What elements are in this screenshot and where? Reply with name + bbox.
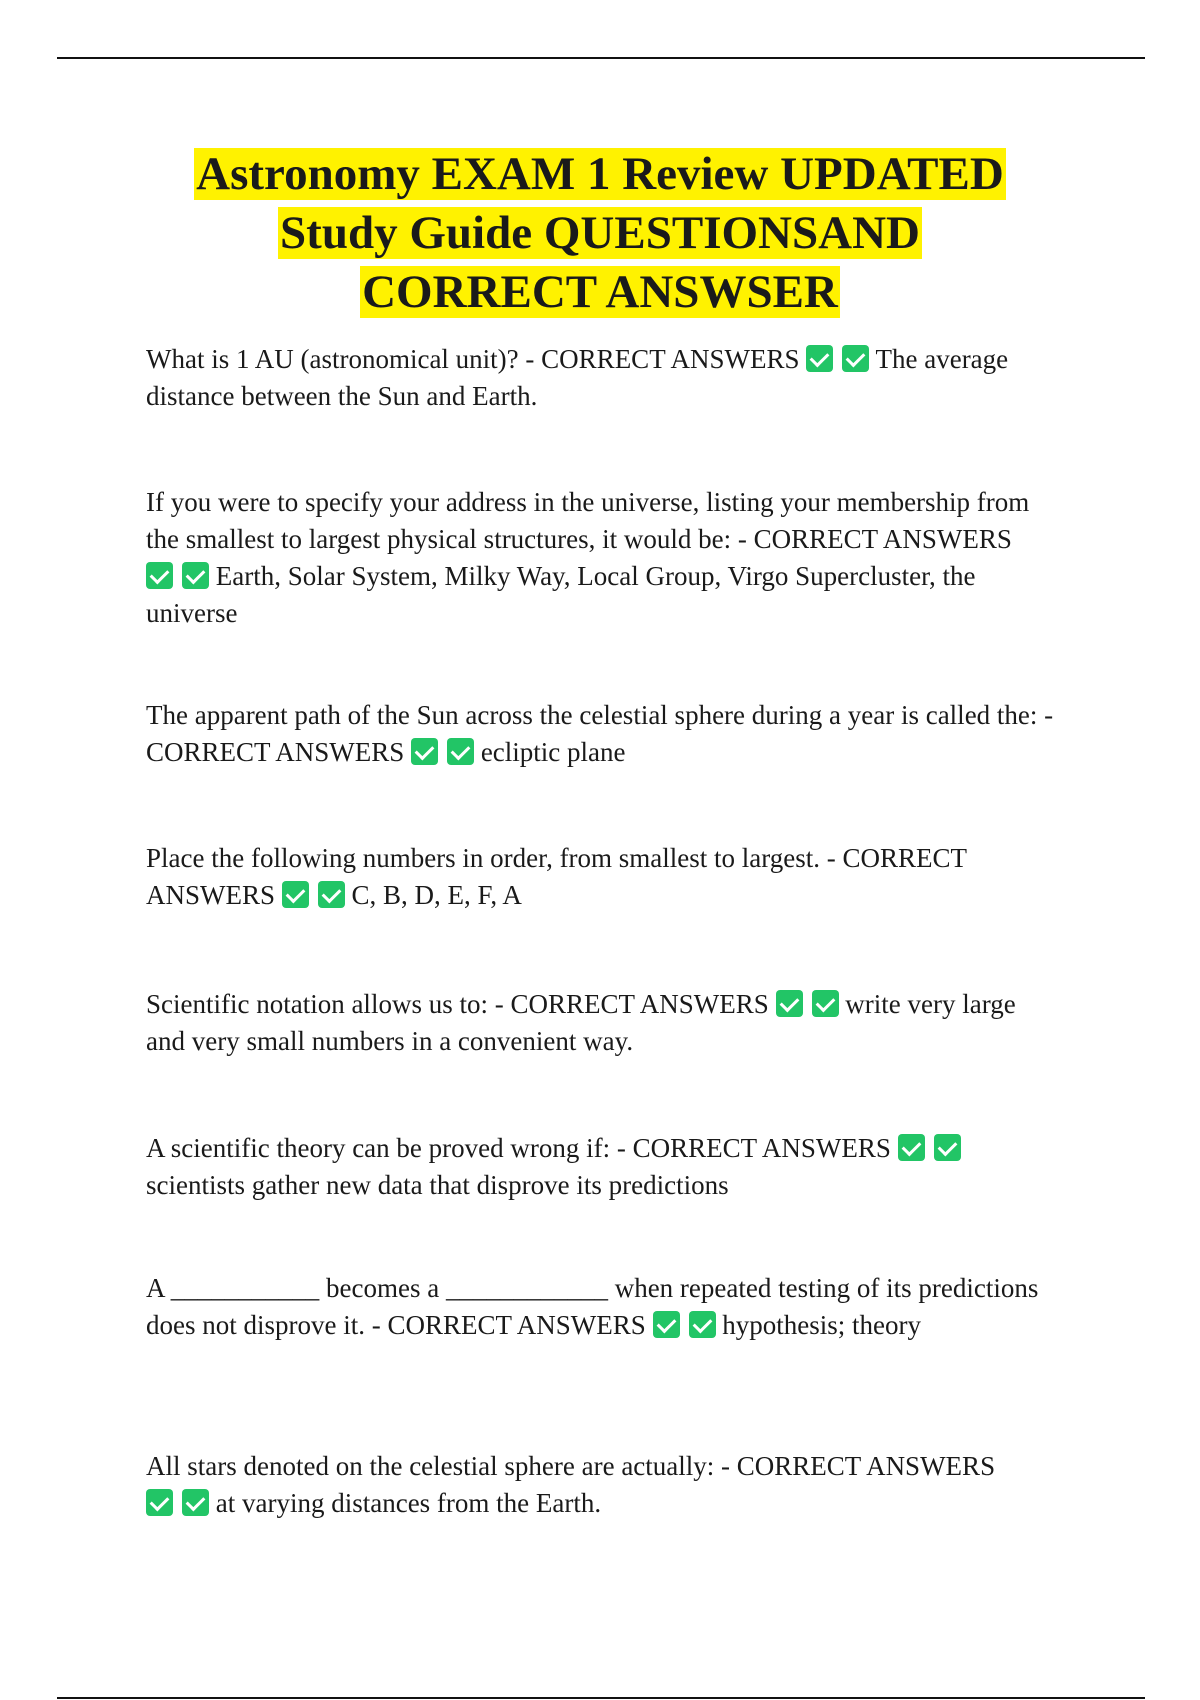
check-mark-icon bbox=[146, 562, 173, 589]
check-mark-icon bbox=[812, 990, 839, 1017]
question-text: Place the following numbers in order, from smallest to largest. bbox=[146, 843, 821, 873]
question-text: The apparent path of the Sun across the celestial sphere during a year is called the: bbox=[146, 700, 1038, 730]
answer-text: C, B, D, E, F, A bbox=[351, 880, 522, 910]
check-mark-icon bbox=[182, 1489, 209, 1516]
answer-marker: - CORRECT ANSWERS bbox=[146, 843, 967, 910]
answer-text: ecliptic plane bbox=[480, 737, 626, 767]
top-rule bbox=[57, 57, 1145, 59]
question-text: All stars denoted on the celestial sphere are actually: bbox=[146, 1451, 715, 1481]
answer-marker: - CORRECT ANSWERS bbox=[737, 524, 1012, 554]
qa-item-8 bbox=[146, 1448, 1056, 1522]
qa-item-4 bbox=[146, 840, 1056, 914]
check-mark-icon bbox=[806, 345, 833, 372]
check-mark-icon bbox=[318, 881, 345, 908]
answer-marker: - CORRECT ANSWERS bbox=[371, 1310, 646, 1340]
question-text: If you were to specify your address in the universe, listing your membership from the smallest to largest physical structures, it would be: bbox=[146, 487, 1030, 554]
bottom-rule bbox=[57, 1697, 1145, 1699]
qa-item-6 bbox=[146, 1130, 1056, 1204]
answer-marker: - CORRECT ANSWERS bbox=[525, 344, 800, 374]
qa-item-2 bbox=[146, 484, 1056, 632]
question-text: A ___________ becomes a ____________ when repeated testing of its predictions does not disprove it. bbox=[146, 1273, 1039, 1340]
qa-item-5 bbox=[146, 986, 1056, 1060]
qa-item-1 bbox=[146, 341, 1056, 415]
answer-marker: - CORRECT ANSWERS bbox=[616, 1133, 891, 1163]
check-mark-icon bbox=[842, 345, 869, 372]
check-mark-icon bbox=[282, 881, 309, 908]
check-mark-icon bbox=[898, 1134, 925, 1161]
document-title bbox=[60, 145, 1140, 322]
check-mark-icon bbox=[182, 562, 209, 589]
question-text: What is 1 AU (astronomical unit)? bbox=[146, 344, 519, 374]
answer-text: scientists gather new data that disprove its predictions bbox=[146, 1170, 729, 1200]
title-line-3: CORRECT ANSWSER bbox=[362, 266, 838, 318]
check-mark-icon bbox=[447, 738, 474, 765]
check-mark-icon bbox=[776, 990, 803, 1017]
check-mark-icon bbox=[653, 1311, 680, 1338]
qa-item-3 bbox=[146, 697, 1056, 771]
check-mark-icon bbox=[934, 1134, 961, 1161]
question-text: Scientific notation allows us to: bbox=[146, 989, 488, 1019]
question-text: A scientific theory can be proved wrong if: bbox=[146, 1133, 611, 1163]
answer-marker: - CORRECT ANSWERS bbox=[494, 989, 769, 1019]
check-mark-icon bbox=[146, 1489, 173, 1516]
answer-text: write very large and very small numbers in a convenient way. bbox=[146, 989, 1016, 1056]
answer-text: Earth, Solar System, Milky Way, Local Group, Virgo Supercluster, the universe bbox=[146, 561, 976, 628]
answer-text: The average distance between the Sun and Earth. bbox=[146, 344, 1009, 411]
check-mark-icon bbox=[689, 1311, 716, 1338]
answer-text: hypothesis; theory bbox=[722, 1310, 922, 1340]
title-line-1: Astronomy EXAM 1 Review UPDATED bbox=[196, 148, 1004, 200]
title-line-2: Study Guide QUESTIONSAND bbox=[280, 207, 920, 259]
answer-marker: - CORRECT ANSWERS bbox=[146, 700, 1054, 767]
answer-text: at varying distances from the Earth. bbox=[215, 1488, 602, 1518]
answer-marker: - CORRECT ANSWERS bbox=[721, 1451, 996, 1481]
qa-item-7 bbox=[146, 1270, 1056, 1344]
check-mark-icon bbox=[411, 738, 438, 765]
